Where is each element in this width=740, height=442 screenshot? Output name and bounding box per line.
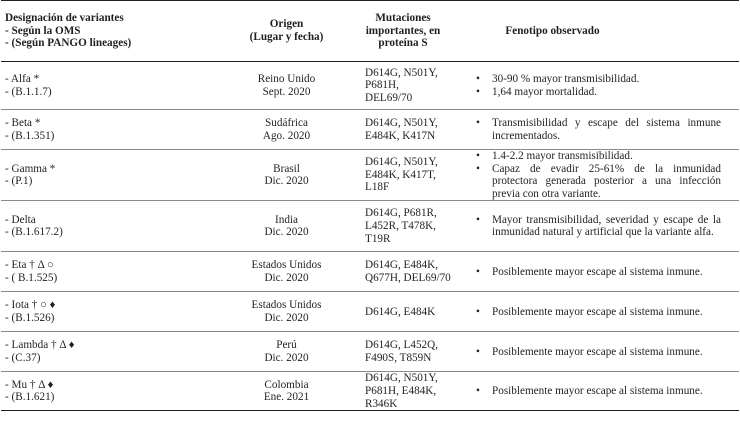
phenotype-list (476, 73, 721, 98)
phenotype-item: • 30-90 % mayor transmisibilidad. (476, 73, 721, 86)
mutations-line: E484K, K417N (365, 129, 436, 142)
header-text: Designación de variantes (5, 12, 124, 25)
variant-cell (1, 62, 225, 110)
origin-cell (225, 332, 348, 372)
variant-name: - Delta (5, 213, 36, 226)
table-row-alfa (1, 62, 739, 110)
phenotype-list (476, 346, 721, 359)
phenotype-item: • Posiblemente mayor escape al sistema inmune. (476, 346, 721, 359)
variant-lineage: - (B.1.1.7) (5, 85, 52, 98)
mutations-cell (348, 110, 466, 150)
mutations-line: DEL69/70 (365, 91, 413, 104)
mutations-cell (348, 150, 466, 201)
mutations-cell (348, 372, 466, 411)
mutations-line: P681H, (365, 79, 399, 92)
phenotype-item: • 1,64 mayor mortalidad. (476, 86, 721, 99)
phenotype-list (476, 385, 721, 398)
table-row-mu (1, 372, 739, 411)
origin-cell (225, 62, 348, 110)
mutations-cell (348, 252, 466, 292)
mutations-cell (348, 292, 466, 332)
table-row-gamma (1, 150, 739, 201)
variant-name: - Iota † ○ ♦ (5, 299, 56, 312)
phenotype-cell (466, 201, 739, 252)
mutations-line: E484K, K417T, (365, 168, 436, 181)
variant-cell (1, 201, 225, 252)
phenotype-list (476, 150, 721, 200)
origin-place: Colombia (264, 378, 309, 391)
origin-cell (225, 252, 348, 292)
header-text: (Lugar y fecha) (249, 31, 324, 43)
origin-place: Sudáfrica (265, 116, 308, 129)
variant-name: - Beta * (5, 116, 41, 129)
header-phenotype (466, 1, 739, 62)
phenotype-cell (466, 372, 739, 411)
mutations-line: L452R, T478K, (365, 220, 436, 233)
phenotype-cell (466, 252, 739, 292)
mutations-line: F490S, T859N (365, 351, 432, 364)
header-text: - (Según PANGO lineages) (5, 37, 132, 50)
phenotype-cell (466, 150, 739, 201)
mutations-line: T19R (365, 232, 391, 245)
phenotype-list (476, 266, 721, 279)
variant-cell (1, 252, 225, 292)
header-origin (225, 1, 348, 62)
origin-date: Dic. 2020 (264, 311, 309, 324)
phenotype-item: • Posiblemente mayor escape al sistema inmune. (476, 306, 721, 319)
mutations-line: D614G, N501Y, (365, 156, 438, 169)
header-text: - Según la OMS (5, 24, 81, 37)
variant-lineage: - (C.37) (5, 351, 41, 364)
phenotype-cell (466, 292, 739, 332)
origin-date: Dic. 2020 (264, 271, 309, 284)
origin-cell (225, 201, 348, 252)
mutations-line: P681H, E484K, (365, 384, 437, 397)
table-row-delta (1, 201, 739, 252)
origin-place: Estados Unidos (251, 299, 322, 312)
mutations-line: D614G, N501Y, (365, 116, 438, 129)
phenotype-list (476, 117, 721, 142)
variant-name: - Alfa * (5, 72, 40, 85)
origin-cell (225, 292, 348, 332)
variants-table (1, 0, 739, 411)
variant-lineage: - (B.1.621) (5, 391, 55, 404)
header-text: Mutaciones (375, 12, 431, 25)
mutations-cell (348, 332, 466, 372)
variant-name: - Eta † Δ ○ (5, 259, 54, 272)
variant-cell (1, 292, 225, 332)
origin-place: India (275, 213, 298, 226)
variant-name: - Gamma * (5, 162, 56, 175)
table-row-beta (1, 110, 739, 150)
header-text: Fenotipo observado (505, 24, 600, 37)
variant-name: - Lambda † Δ ♦ (5, 339, 75, 352)
origin-place: Brasil (273, 162, 300, 175)
origin-date: Dic. 2020 (264, 226, 309, 239)
phenotype-item: • Posiblemente mayor escape al sistema inmune. (476, 385, 721, 398)
variant-cell (1, 150, 225, 201)
table-row-eta (1, 252, 739, 292)
mutations-cell (348, 62, 466, 110)
phenotype-item: • 1.4-2.2 mayor transmisibilidad. (476, 150, 721, 163)
origin-place: Reino Unido (257, 72, 316, 85)
phenotype-item: • Capaz de evadir 25-61% de la inmunidad protectora generada posterior a una infección previa con otra variante. (476, 163, 721, 201)
origin-date: Dic. 2020 (264, 175, 309, 188)
variant-lineage: - (B.1.351) (5, 129, 55, 142)
phenotype-cell (466, 110, 739, 150)
phenotype-list (476, 214, 721, 239)
header-text: importantes, en (365, 24, 441, 37)
origin-cell (225, 110, 348, 150)
phenotype-item: • Transmisibilidad y escape del sistema inmune incrementados. (476, 117, 721, 142)
table-row-lambda (1, 332, 739, 372)
mutations-line: R346K (365, 397, 398, 410)
mutations-line: D614G, N501Y, (365, 372, 438, 385)
phenotype-item: • Mayor transmisibilidad, severidad y escape de la inmunidad natural y artificial que la variante alfa. (476, 214, 721, 239)
variant-cell (1, 372, 225, 411)
origin-date: Dic. 2020 (264, 351, 309, 364)
variant-lineage: - (B.1.526) (5, 311, 55, 324)
variant-cell (1, 110, 225, 150)
mutations-line: L18F (365, 181, 390, 194)
variant-name: - Mu † Δ ♦ (5, 378, 54, 391)
phenotype-list (476, 306, 721, 319)
phenotype-cell (466, 332, 739, 372)
variant-lineage: - ( B.1.525) (5, 271, 58, 284)
header-text: proteína S (378, 37, 428, 50)
origin-place: Estados Unidos (251, 259, 322, 272)
mutations-line: D614G, E484K (365, 305, 436, 318)
mutations-cell (348, 201, 466, 252)
mutations-line: Q677H, DEL69/70 (365, 271, 451, 284)
header-variant-designation (1, 1, 225, 62)
variant-lineage: - (B.1.617.2) (5, 226, 63, 239)
variant-cell (1, 332, 225, 372)
mutations-line: D614G, E484K, (365, 259, 439, 272)
mutations-line: D614G, P681R, (365, 207, 437, 220)
variant-lineage: - (P.1) (5, 175, 33, 188)
origin-date: Sept. 2020 (262, 85, 311, 98)
origin-date: Ene. 2021 (263, 391, 310, 404)
origin-date: Ago. 2020 (262, 129, 311, 142)
mutations-line: D614G, N501Y, (365, 66, 438, 79)
header-text: Origen (269, 18, 304, 31)
header-row (1, 1, 739, 62)
mutations-line: D614G, L452Q, (365, 339, 439, 352)
origin-place: Perú (276, 339, 297, 352)
phenotype-item: • Posiblemente mayor escape al sistema inmune. (476, 266, 721, 279)
phenotype-cell (466, 62, 739, 110)
header-mutations (348, 1, 466, 62)
origin-cell (225, 150, 348, 201)
table-row-iota (1, 292, 739, 332)
origin-cell (225, 372, 348, 411)
